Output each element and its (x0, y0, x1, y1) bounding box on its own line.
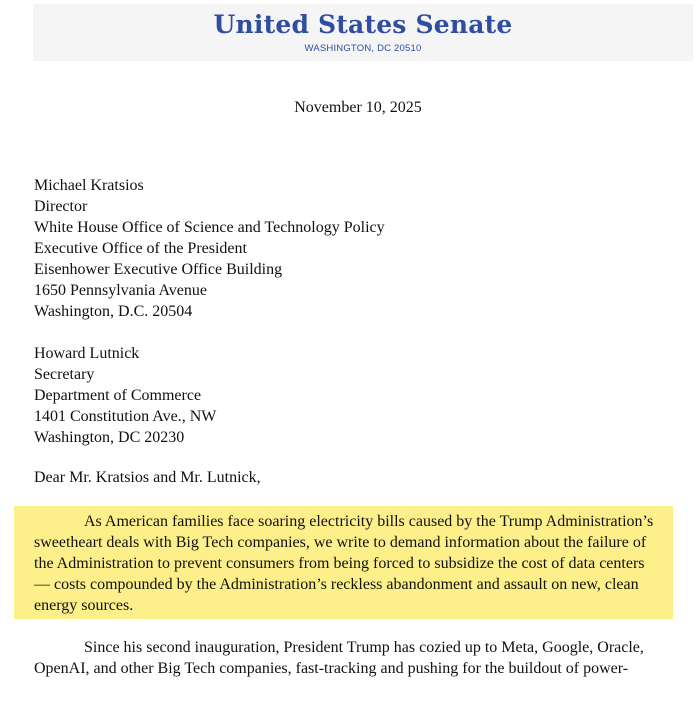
paragraph-line: Since his second inauguration, President Trump has cozied up to Meta, Google, Oracle, (84, 639, 644, 656)
recipient-street: 1650 Pennsylvania Avenue (34, 282, 208, 299)
recipient-city: Washington, DC 20230 (34, 429, 185, 446)
paragraph-inauguration (34, 637, 674, 679)
recipient-name: Michael Kratsios (34, 177, 144, 194)
recipient-title: Secretary (34, 366, 95, 383)
letter-date: November 10, 2025 (294, 99, 422, 116)
recipient-street: 1401 Constitution Ave., NW (34, 408, 217, 425)
salutation: Dear Mr. Kratsios and Mr. Lutnick, (34, 469, 261, 486)
recipient-department: Executive Office of the President (34, 240, 247, 257)
letterhead-title: United States Senate (213, 10, 513, 39)
recipient-city: Washington, D.C. 20504 (34, 303, 193, 320)
paragraph-line: — costs compounded by the Administration’s reckless abandonment and assault on new, clean (34, 576, 639, 593)
senate-letterhead (33, 4, 693, 61)
paragraph-line: the Administration to prevent consumers from being forced to subsidize the cost of data centers (34, 555, 645, 572)
recipient-building: Eisenhower Executive Office Building (34, 261, 283, 278)
letterhead-subtitle: WASHINGTON, DC 20510 (304, 43, 422, 54)
recipient-title: Director (34, 198, 88, 215)
recipient-name: Howard Lutnick (34, 345, 140, 362)
recipient-office: White House Office of Science and Technology Policy (34, 219, 385, 236)
paragraph-line: As American families face soaring electricity bills caused by the Trump Administration’s (84, 513, 654, 530)
paragraph-line: OpenAI, and other Big Tech companies, fast-tracking and pushing for the buildout of power- (34, 660, 629, 677)
paragraph-line: energy sources. (34, 597, 134, 614)
recipient-address-kratsios (34, 175, 385, 322)
recipient-department: Department of Commerce (34, 387, 202, 404)
paragraph-line: sweetheart deals with Big Tech companies, we write to demand information about the failure of (34, 534, 647, 551)
paragraph-highlighted (34, 511, 674, 616)
recipient-address-lutnick (34, 343, 216, 448)
